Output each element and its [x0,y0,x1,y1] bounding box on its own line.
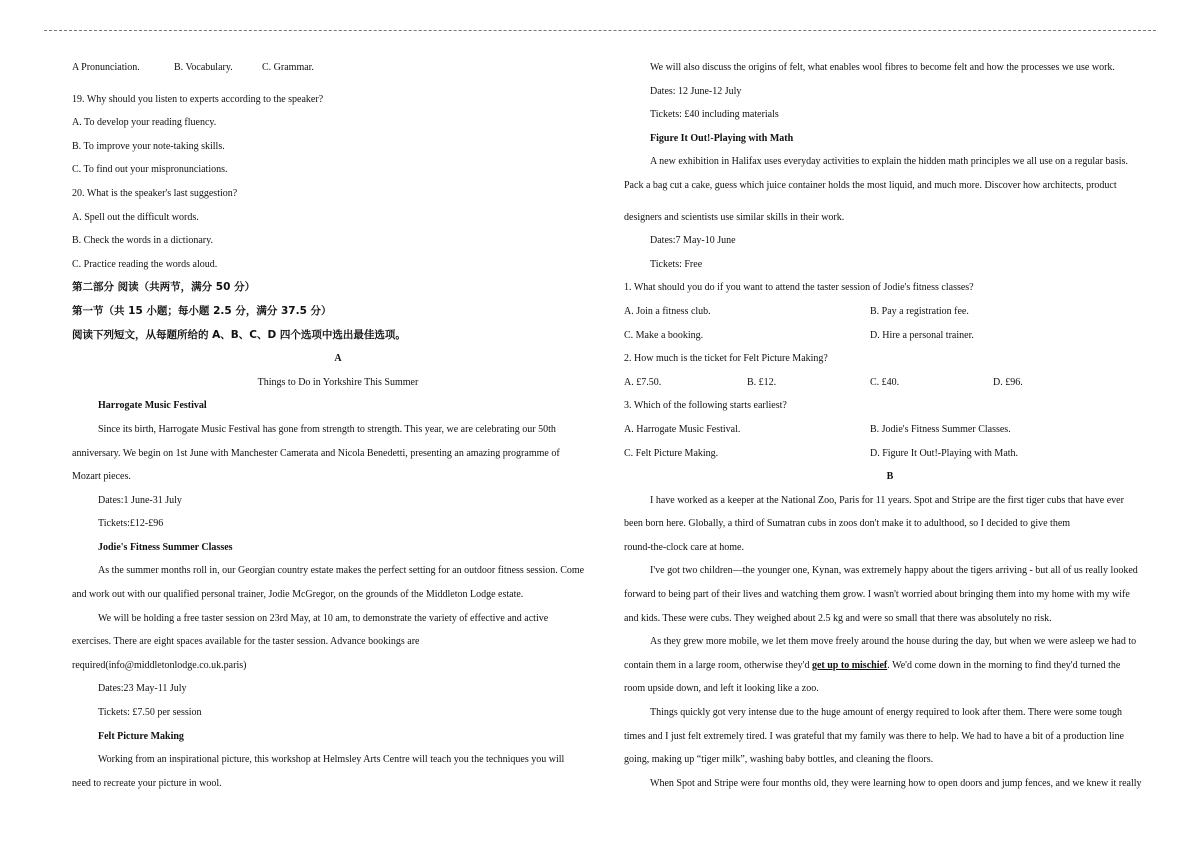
q3-option-c: C. Felt Picture Making. [624,447,719,459]
harrogate-dates: Dates:1 June-31 July [98,494,182,506]
fitness-heading: Jodie's Fitness Summer Classes [98,541,233,553]
q19-option-c: C. To find out your mispronunciations. [72,164,228,176]
q18-option-b: B. Vocabulary. [174,62,233,73]
math-text-2: Pack a bag cut a cake, guess which juice container holds the most liquid, and much more. Discover how architects, product [624,179,1117,191]
math-heading: Figure It Out!-Playing with Math [650,132,794,144]
felt-text-1: Working from an inspirational picture, this workshop at Helmsley Arts Centre will teach you the techniques you will [98,754,565,766]
question-20: 20. What is the speaker's last suggestion? [72,187,238,199]
passage-a-label: A [334,353,342,365]
q2-option-c: C. £40. [870,376,900,388]
question-1: 1. What should you do if you want to attend the taster session of Jodie's fitness classes? [624,282,974,294]
q19-option-b: B. To improve your note-taking skills. [72,140,225,152]
math-tickets: Tickets: Free [650,258,703,270]
fitness-text-4: exercises. There are eight spaces available for the taster session. Advance bookings are [72,636,420,648]
header-rule [44,30,1156,31]
passage-b-text-9: room upside down, and left it looking like a zoo. [624,683,819,695]
passage-b-text-12: going, making up “tiger milk”, washing baby bottles, and cleaning the floors. [624,754,934,766]
passage-b-text-4: I've got two children—the younger one, Kynan, was extremely happy about the tigers arriving - but all of us really looked [650,565,1138,577]
q2-option-a: A. £7.50. [624,376,662,388]
q19-option-a: A. To develop your reading fluency. [72,117,217,129]
passage-b-text-8b: . We'd come down in the morning to find they'd turned the [887,659,1121,671]
q1-option-d: D. Hire a personal trainer. [870,329,974,341]
passage-b-text-6: and kids. These were cubs. They weighed about 2.5 kg and were so small that there was absolutely no risk. [624,612,1052,624]
q3-option-a: A. Harrogate Music Festival. [624,423,741,435]
passage-b-text-7: As they grew more mobile, we let them move freely around the house during the day, but when we were asleep we had to [650,636,1137,648]
q3-option-b: B. Jodie's Fitness Summer Classes. [870,423,1011,435]
passage-a-title: Things to Do in Yorkshire This Summer [257,376,419,388]
q20-option-c: C. Practice reading the words aloud. [72,258,218,270]
harrogate-text-3: Mozart pieces. [72,471,131,483]
harrogate-tickets: Tickets:£12-£96 [98,518,164,530]
passage-b-text-5: forward to being part of their lives and watching them grow. I wasn't worried about bringing them into my home with my wife [624,589,1130,601]
fitness-tickets: Tickets: £7.50 per session [98,707,202,719]
reading-instructions: 阅读下列短文，从每题所给的 A、B、C、D 四个选项中选出最佳选项。 [72,328,406,341]
question-3: 3. Which of the following starts earliest? [624,400,787,412]
fitness-text-2: and work out with our qualified personal trainer, Jodie McGregor, on the grounds of the Middleton Lodge estate. [72,589,524,601]
q18-option-a: A Pronunciation. [72,62,140,73]
passage-b-text-11: times and I just felt extremely tired. I was grateful that my family was there to help. We had to have a bit of a production line [624,730,1124,742]
felt-dates: Dates: 12 June-12 July [650,85,742,97]
q1-option-b: B. Pay a registration fee. [870,305,969,317]
felt-text-2: need to recreate your picture in wool. [72,777,222,789]
q2-option-b: B. £12. [747,376,777,388]
q1-options-row-2 [624,324,1156,348]
passage-b-text-10: Things quickly got very intense due to the huge amount of energy required to look after them. There were some tough [650,707,1123,719]
q20-option-a: A. Spell out the difficult words. [72,211,199,223]
math-text-1: A new exhibition in Halifax uses everyday activities to explain the hidden math principles we all use on a regular basis. [650,156,1128,168]
passage-b-text-2: been born here. Globally, a third of Sumatran cubs in zoos don't make it to adulthood, so I decided to give them [624,518,1071,530]
q3-options-row-2 [624,442,1156,466]
left-column [72,56,604,795]
q2-option-d: D. £96. [993,376,1023,388]
q20-option-b: B. Check the words in a dictionary. [72,235,213,247]
felt-text-3: We will also discuss the origins of felt, what enables wool fibres to become felt and how the processes we use work. [650,62,1115,73]
passage-b-text-1: I have worked as a keeper at the National Zoo, Paris for 11 years. Spot and Stripe are the first tiger cubs that have ever [650,494,1124,506]
harrogate-heading: Harrogate Music Festival [98,400,207,412]
felt-heading: Felt Picture Making [98,730,184,742]
right-column [624,56,1156,795]
fitness-text-1: As the summer months roll in, our Georgian country estate makes the perfect setting for an outdoor fitness session. Come [98,565,585,577]
math-text-3: designers and scientists use similar skills in their work. [624,211,845,223]
question-2: 2. How much is the ticket for Felt Picture Making? [624,353,828,365]
passage-b-text-8 [624,654,1156,678]
harrogate-text-2: anniversary. We begin on 1st June with Manchester Camerata and Nicola Benedetti, presenting an amazing programme of [72,447,560,459]
q1-options-row-1 [624,300,1156,324]
section-one-heading: 第一节（共 15 小题；每小题 2.5 分，满分 37.5 分） [72,304,332,317]
passage-b-text-13: When Spot and Stripe were four months old, they were learning how to open doors and jump fences, and we knew it really [650,777,1142,789]
passage-b-text-8a: contain them in a large room, otherwise they'd [624,659,812,671]
felt-tickets: Tickets: £40 including materials [650,109,779,121]
fitness-text-3: We will be holding a free taster session on 23rd May, at 10 am, to demonstrate the variety of effective and active [98,612,549,624]
harrogate-text-1: Since its birth, Harrogate Music Festival has gone from strength to strength. This year, we are celebrating our 50th [98,423,556,435]
q3-options-row-1 [624,418,1156,442]
q3-option-d: D. Figure It Out!-Playing with Math. [870,447,1019,459]
fitness-dates: Dates:23 May-11 July [98,683,187,695]
math-dates: Dates:7 May-10 June [650,235,736,247]
part-two-heading: 第二部分 阅读（共两节，满分 50 分） [72,281,256,294]
q1-option-c: C. Make a booking. [624,329,704,341]
passage-b-text-3: round-the-clock care at home. [624,541,744,553]
passage-b-label: B [886,471,894,483]
fitness-text-5: required(info@middletonlodge.co.uk.paris) [72,659,247,671]
underlined-phrase: get up to mischief [811,659,888,671]
q2-options [624,371,1156,395]
q1-option-a: A. Join a fitness club. [624,305,711,317]
q18-option-c: C. Grammar. [262,62,314,73]
q18-options [72,56,604,80]
question-19: 19. Why should you listen to experts according to the speaker? [72,93,324,105]
